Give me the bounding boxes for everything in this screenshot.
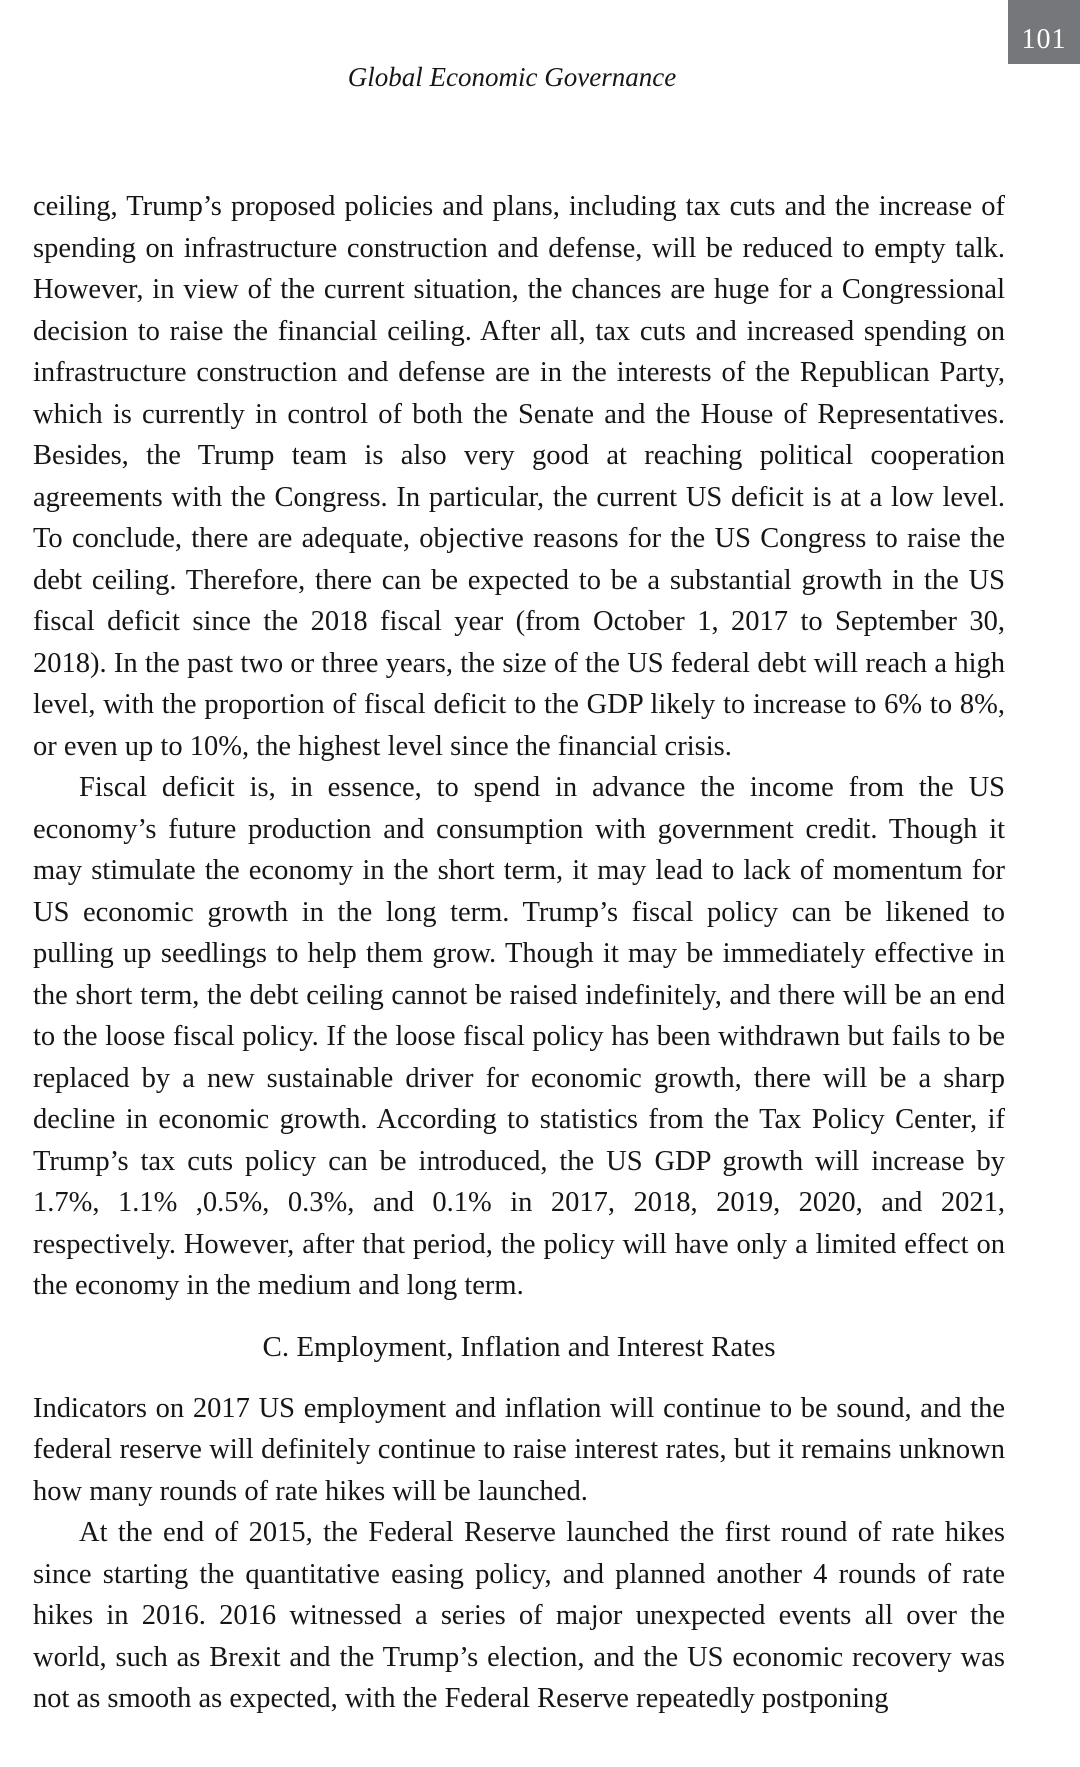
section-heading-employment-inflation-rates: C. Employment, Inflation and Interest Rates — [262, 1330, 776, 1363]
paragraph-indicators: Indicators on 2017 US employment and inflation will continue to be sound, and the federal reserve will definitely continue to raise interest rates, but it remains unknown how many rounds of rate hikes will be launched. — [33, 1392, 1005, 1507]
paragraph-debt-ceiling: ceiling, Trump’s proposed policies and plans, including tax cuts and the increase of spending on infrastructure construction and defense, will be reduced to empty talk. However, in view of the current situation, the chances are huge for a Congressional decision to raise the financial ceiling. After all, tax cuts and increased spending on infrastructure construction and defense are in the interests of the Republican Party, which is currently in control of both the Senate and the House of Representatives. Besides, the Trump team is also very good at reaching political cooperation agreements with the Congress. In particular, the current US deficit is at a low level. To conclude, there are adequate, objective reasons for the US Congress to raise the debt ceiling. Therefore, there can be expected to be a substantial growth in the US fiscal deficit since the 2018 fiscal year (from October 1, 2017 to September 30, 2018). In the past two or three years, the size of the US federal debt will reach a high level, with the proportion of fiscal deficit to the GDP likely to increase to 6% to 8%, or even up to 10%, the highest level since the financial crisis. — [33, 191, 1005, 762]
body-text-block — [33, 186, 1005, 1720]
running-header: Global Economic Governance — [347, 62, 677, 92]
paragraph-fiscal-deficit: Fiscal deficit is, in essence, to spend in advance the income from the US economy’s future production and consumption with government credit. Though it may stimulate the economy in the short term, it may lead to lack of momentum for US economic growth in the long term. Trump’s fiscal policy can be likened to pulling up seedlings to help them grow. Though it may be immediately effective in the short term, the debt ceiling cannot be raised indefinitely, and there will be an end to the loose fiscal policy. If the loose fiscal policy has been withdrawn but fails to be replaced by a new sustainable driver for economic growth, there will be a sharp decline in economic growth. According to statistics from the Tax Policy Center, if Trump’s tax cuts policy can be introduced, the US GDP growth will increase by 1.7%, 1.1% ,0.5%, 0.3%, and 0.1% in 2017, 2018, 2019, 2020, and 2021, respectively. However, after that period, the policy will have only a limited effect on the economy in the medium and long term. — [33, 772, 1005, 1301]
paragraph-fed-rate-hikes: At the end of 2015, the Federal Reserve launched the first round of rate hikes since starting the quantitative easing policy, and planned another 4 rounds of rate hikes in 2016. 2016 witnessed a series of major unexpected events all over the world, such as Brexit and the Trump’s election, and the US economic recovery was not as smooth as expected, with the Federal Reserve repeatedly postponing — [33, 1517, 1005, 1714]
page-number-badge: 101 — [1008, 0, 1080, 64]
